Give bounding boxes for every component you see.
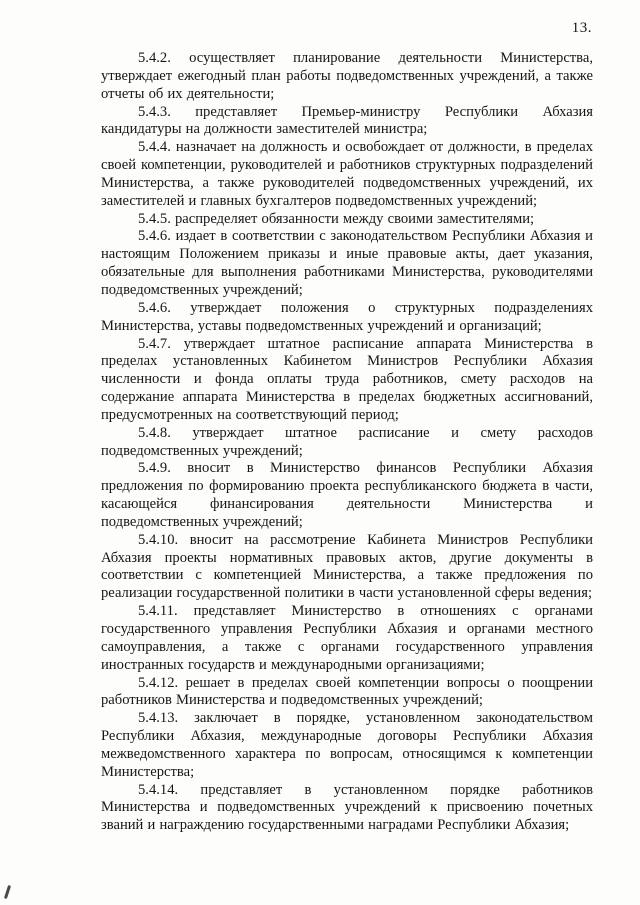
paragraph: 5.4.13. заключает в порядке, установленном законодательством Республики Абхазия, международные договоры Республики Абхазия межведомственного характера по вопросам, относящимся к компетенции Министерства; <box>101 710 593 780</box>
paragraph: 5.4.12. решает в пределах своей компетенции вопросы о поощрении работников Министерства и подведомственных учреждений; <box>101 674 593 709</box>
paragraph: 5.4.5. распределяет обязанности между своими заместителями; <box>138 210 535 227</box>
paragraph: 5.4.14. представляет в установленном порядке работников Министерства и подведомственных учреждений к присвоению почетных званий и награждению государственными наградами Республики Абхазия; <box>101 781 593 834</box>
paragraph: 5.4.3. представляет Премьер-министру Республики Абхазия кандидатуры на должности заместителей министра; <box>101 103 593 138</box>
scan-artifact-mark <box>4 885 11 899</box>
document-body <box>101 50 593 835</box>
paragraph: 5.4.7. утверждает штатное расписание аппарата Министерства в пределах установленных Кабинетом Министров Республики Абхазия численности и фонда оплаты труда работников, смету расходов на содержание аппарата Министерства в пределах бюджетных ассигнований, предусмотренных на соответствующий период; <box>101 335 593 423</box>
paragraph: 5.4.8. утверждает штатное расписание и смету расходов подведомственных учреждений; <box>101 424 593 459</box>
paragraph: 5.4.6. утверждает положения о структурных подразделениях Министерства, уставы подведомственных учреждений и организаций; <box>101 299 593 334</box>
paragraph: 5.4.9. вносит в Министерство финансов Республики Абхазия предложения по формированию проекта республиканского бюджета в части, касающейся финансирования деятельности Министерства и подведомственных учреждений; <box>101 460 593 530</box>
paragraph: 5.4.6. издает в соответствии с законодательством Республики Абхазия и настоящим Положением приказы и иные правовые акты, дает указания, обязательные для выполнения работниками Министерства, руководителями подведомственных учреждений; <box>101 228 593 298</box>
page-number: 13. <box>571 20 592 36</box>
paragraph: 5.4.11. представляет Министерство в отношениях с органами государственного управления Республики Абхазия и органами местного самоуправления, а также с органами государственного управления иностранных государств и международными организациями; <box>101 603 593 673</box>
paragraph: 5.4.2. осуществляет планирование деятельности Министерства, утверждает ежегодный план работы подведомственных учреждений, а также отчеты об их деятельности; <box>101 50 593 102</box>
paragraph: 5.4.10. вносит на рассмотрение Кабинета Министров Республики Абхазия проекты нормативных правовых актов, другие документы в соответствии с компетенцией Министерства, а также предложения по реализации государственной политики в части установленной сферы ведения; <box>101 531 593 602</box>
paragraph: 5.4.4. назначает на должность и освобождает от должности, в пределах своей компетенции, руководителей и работников структурных подразделений Министерства, а также руководителей подведомственных учреждений, их заместителей и главных бухгалтеров подведомственных учреждений; <box>101 139 593 209</box>
